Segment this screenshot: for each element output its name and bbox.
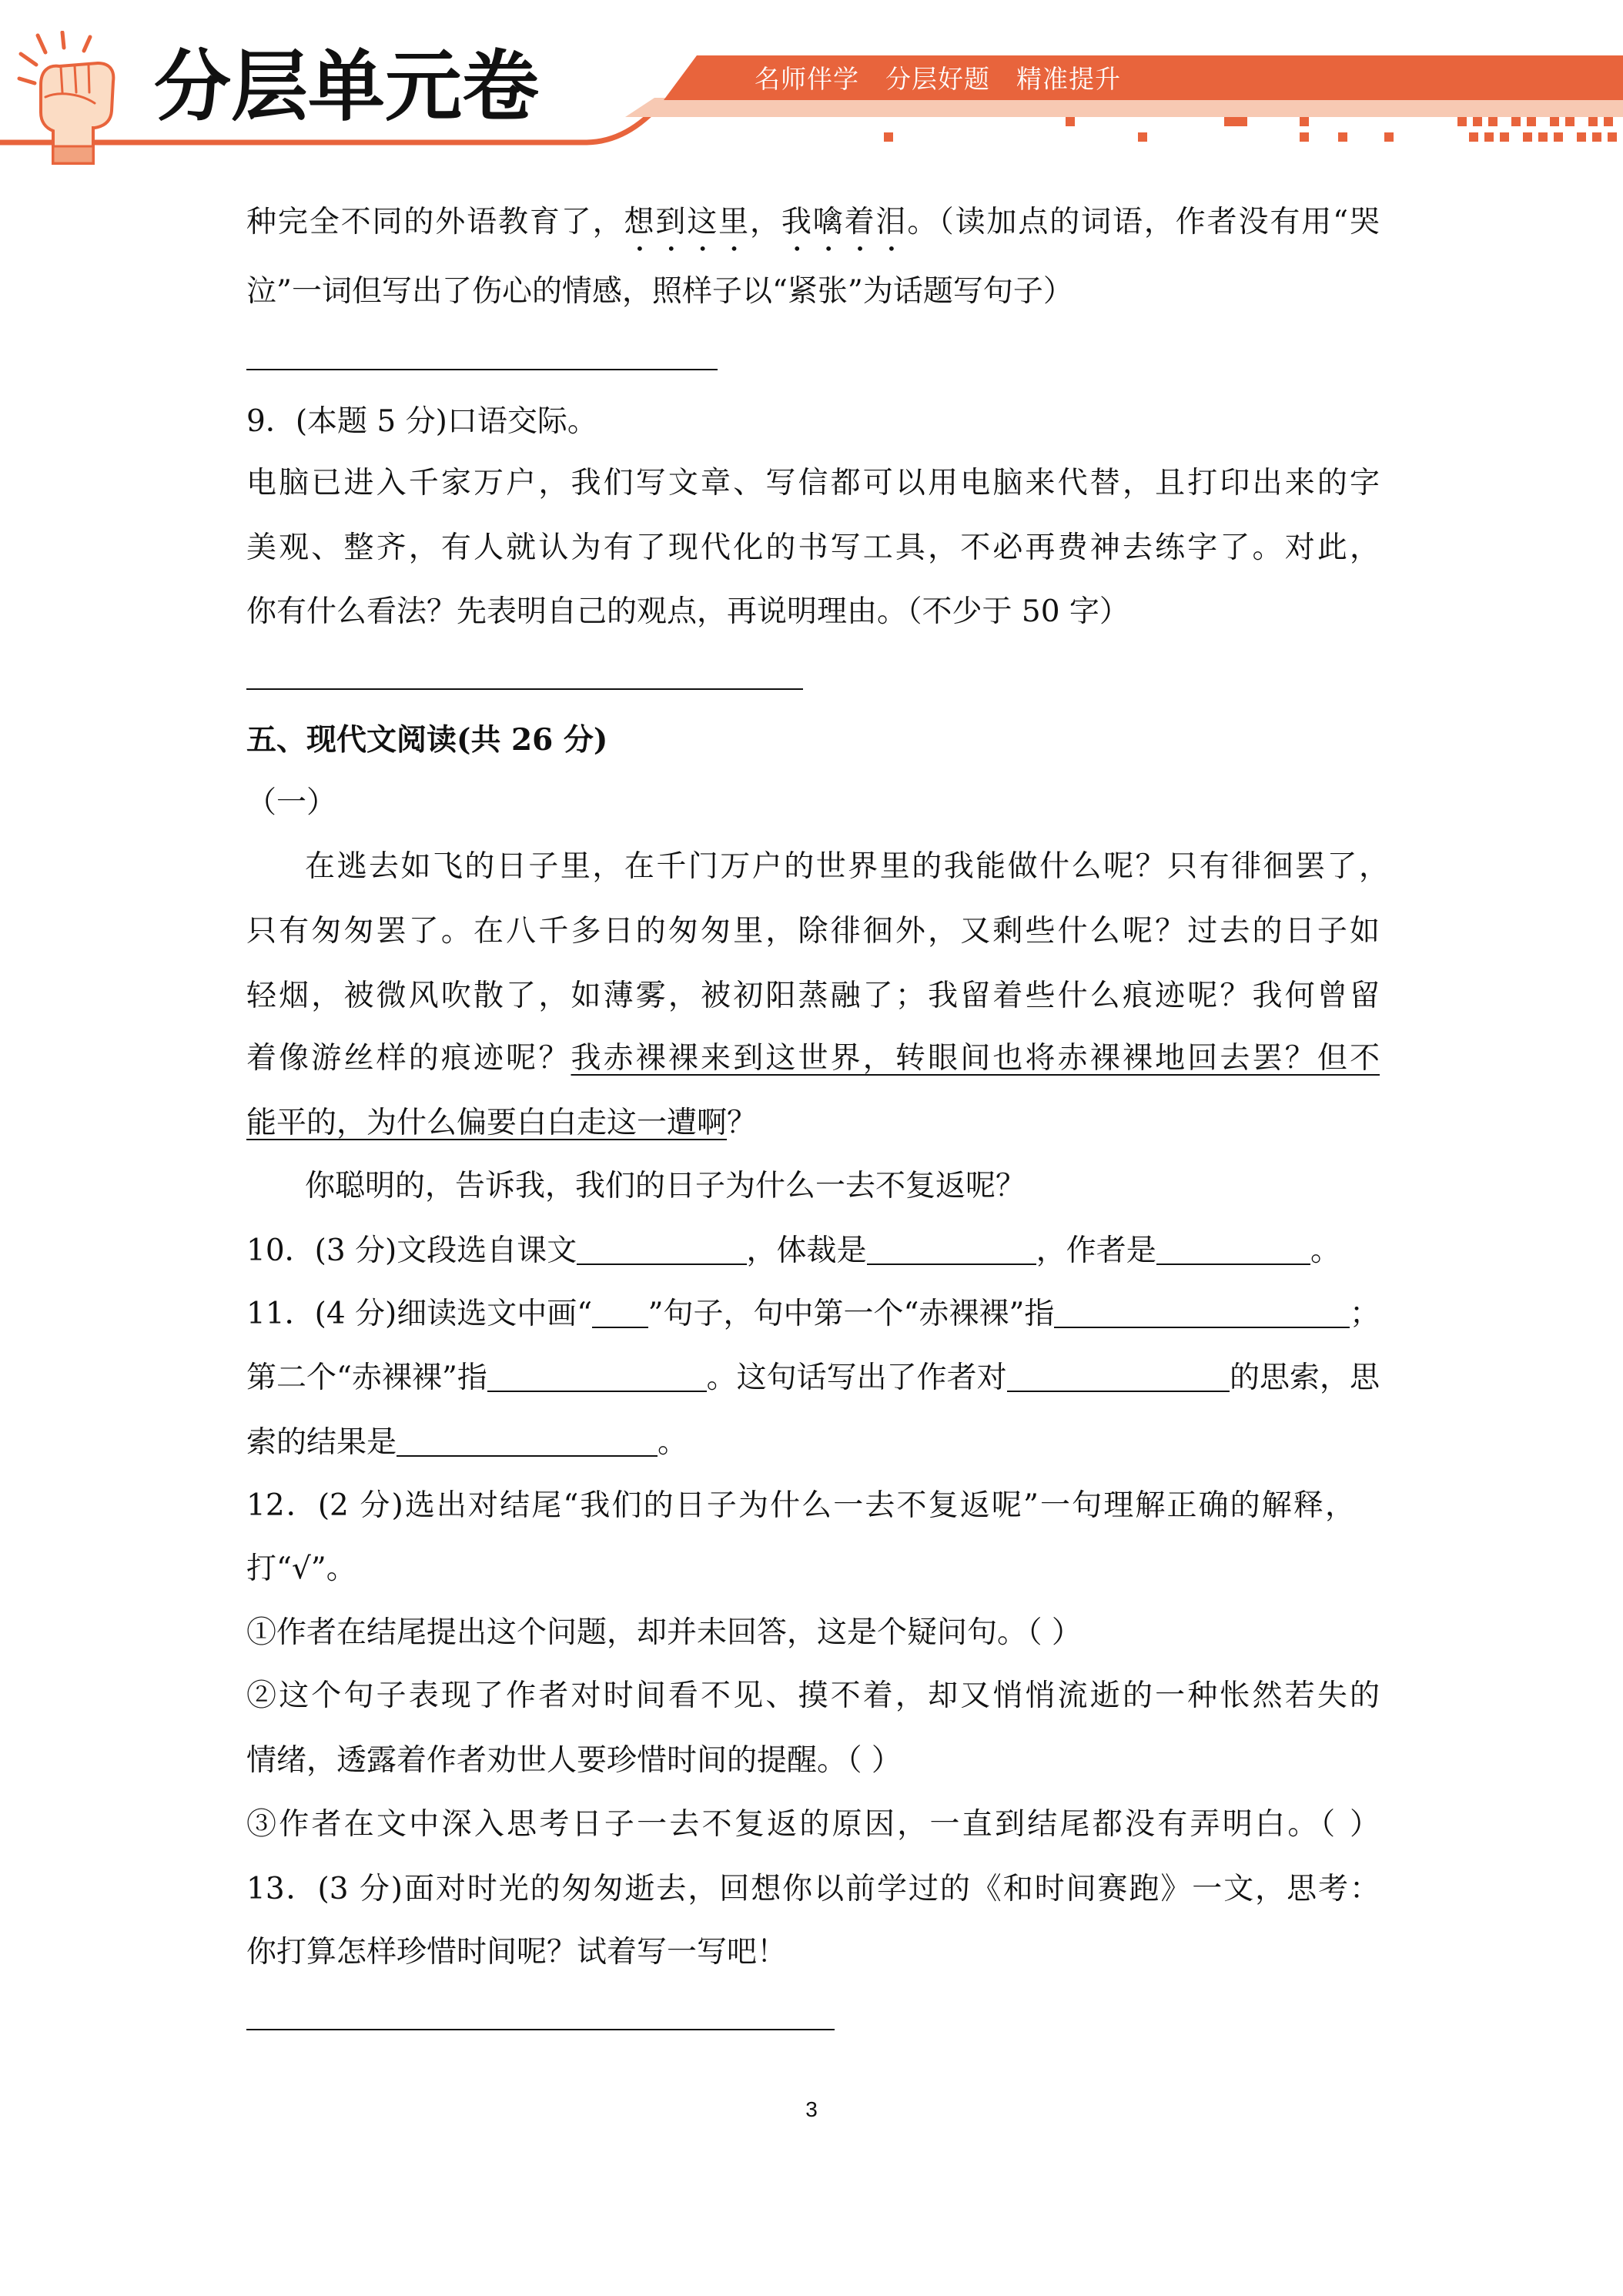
passage-line-6: 你聪明的，告诉我，我们的日子为什么一去不复返呢？	[305, 1169, 1026, 1203]
q12-stem-line-2: 打“√”。	[246, 1551, 356, 1586]
q12-option-2-line-1: ②这个句子表现了作者对时间看不见、摸不着，却又悄悄流逝的一种怅然若失的	[246, 1678, 1380, 1713]
passage-line-5	[246, 1100, 757, 1146]
q12-option-1: ①作者在结尾提出这个问题，却并未回答，这是个疑问句。（ ）	[246, 1615, 1082, 1650]
q8-line1-text-after: 。（读加点的词语，作者没有用“哭	[907, 205, 1380, 239]
q9-prompt-line-1: 电脑已进入千家万户，我们写文章、写信都可以用电脑来代替，且打印出来的字	[246, 466, 1380, 500]
answer-blank	[1007, 1355, 1230, 1392]
raised-fist-icon	[15, 31, 122, 169]
q11-text-3: ；	[1349, 1297, 1380, 1331]
answer-blank	[1054, 1291, 1350, 1328]
q11-line-3	[246, 1420, 688, 1466]
q11-text-2: ”句子，句中第一个“赤裸裸”指	[648, 1297, 1055, 1331]
q12-option-3: ③作者在文中深入思考日子一去不复返的原因，一直到结尾都没有弄明白。（ ）	[246, 1807, 1380, 1842]
answer-blank	[487, 1355, 707, 1392]
q12-option-2-line-2: 情绪，透露着作者劝世人要珍惜时间的提醒。（ ）	[246, 1743, 902, 1778]
answer-blank	[1156, 1228, 1310, 1265]
answer-blank	[867, 1228, 1036, 1265]
answer-blank	[592, 1291, 648, 1328]
q11-text-6: 的思索，思	[1229, 1361, 1380, 1395]
underlined-sentence-part-1: 我赤裸裸来到这世界，转眼间也将赤裸裸地回去罢？但不	[571, 1041, 1380, 1076]
q8-line1-text: 种完全不同的外语教育了，	[246, 205, 624, 239]
q9-title: 9．(本题 5 分)口语交际。	[246, 404, 597, 439]
underlined-sentence-part-2: 能平的，为什么偏要白白走这一遭啊	[246, 1106, 728, 1140]
q12-stem-line-1: 12．(2 分)选出对结尾“我们的日子为什么一去不复返呢”一句理解正确的解释，	[246, 1488, 1355, 1523]
q10-text-4: 。	[1310, 1233, 1340, 1268]
passage-line-2: 只有匆匆罢了。在八千多日的匆匆里，除徘徊外，又剩些什么呢？过去的日子如	[246, 914, 1380, 949]
passage-line5-text: ？	[727, 1106, 758, 1140]
page-number: 3	[805, 2097, 818, 2121]
q10	[246, 1228, 1340, 1274]
q11-text-7: 索的结果是	[246, 1425, 397, 1460]
q11-text-1: 11．(4 分)细读选文中画“	[246, 1297, 593, 1331]
q11-text-5: 。这句话写出了作者对	[706, 1361, 1007, 1395]
q8-line-2: 泣”一词但写出了伤心的情感，照样子以“紧张”为话题写句子）	[246, 274, 1073, 309]
header-slogan: 名师伴学 分层好题 精准提升	[755, 64, 1121, 94]
q11-text-4: 第二个“赤裸裸”指	[246, 1361, 487, 1395]
q10-text-2: ，体裁是	[746, 1233, 867, 1268]
q13-line-2: 你打算怎样珍惜时间呢？试着写一写吧！	[246, 1935, 788, 1970]
answer-line-q9	[246, 688, 803, 690]
passage-line-4	[246, 1036, 1380, 1082]
answer-blank	[397, 1420, 658, 1457]
q11-line-2	[246, 1355, 1380, 1401]
q8-line-1	[246, 199, 1380, 246]
decorative-dots	[884, 117, 1617, 142]
answer-blank	[577, 1228, 746, 1265]
dotted-words: 想到这里，我噙着泪	[624, 205, 908, 239]
answer-line-q8	[246, 369, 718, 370]
q11-text-8: 。	[658, 1425, 688, 1460]
header-band-light	[625, 98, 1623, 117]
passage-line4-text: 着像游丝样的痕迹呢？	[246, 1041, 571, 1076]
answer-line-q13	[246, 2029, 835, 2030]
q9-prompt-line-2: 美观、整齐，有人就认为有了现代化的书写工具，不必再费神去练字了。对此，	[246, 530, 1380, 565]
q10-text-3: ，作者是	[1036, 1233, 1156, 1268]
page-title: 分层单元卷	[154, 42, 539, 132]
q13-line-1: 13．(3 分)面对时光的匆匆逝去，回想你以前学过的《和时间赛跑》一文，思考：	[246, 1872, 1380, 1906]
part-label: （一）	[246, 785, 337, 820]
q10-text-1: 10．(3 分)文段选自课文	[246, 1233, 577, 1268]
q9-prompt-line-3: 你有什么看法？先表明自己的观点，再说明理由。（不少于 50 字）	[246, 594, 1129, 629]
passage-line-3: 轻烟，被微风吹散了，如薄雾，被初阳蒸融了；我留着些什么痕迹呢？我何曾留	[246, 979, 1380, 1013]
section-heading: 五、现代文阅读(共 26 分)	[246, 722, 608, 758]
passage-line-1: 在逃去如飞的日子里，在千门万户的世界里的我能做什么呢？只有徘徊罢了，	[305, 849, 1389, 884]
q11-line-1	[246, 1291, 1380, 1337]
